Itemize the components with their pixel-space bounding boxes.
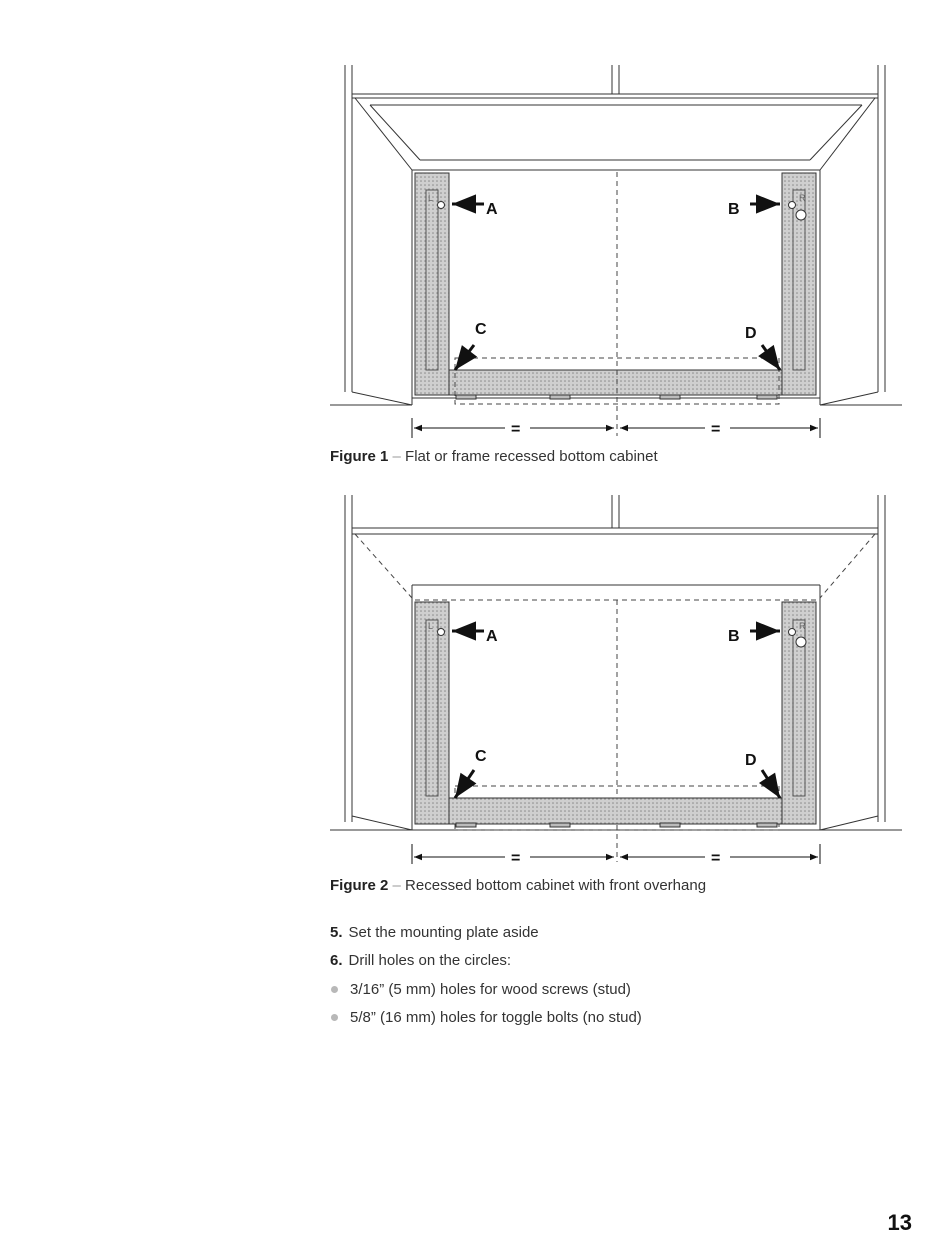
callout-a: A <box>486 201 498 218</box>
callout-c: C <box>475 321 487 338</box>
callout-d: D <box>745 325 757 342</box>
step-5-number: 5. <box>330 924 343 941</box>
plate-label-left-2: L <box>428 621 434 631</box>
bullet-toggle-bolts-text: 5/8” (16 mm) holes for toggle bolts (no stud) <box>350 1009 642 1026</box>
figure-1-caption-text: Flat or frame recessed bottom cabinet <box>405 448 658 465</box>
equal-right: = <box>711 421 721 438</box>
figure-2-caption <box>330 877 706 894</box>
figure-2-caption-text: Recessed bottom cabinet with front overhang <box>405 877 707 894</box>
plate-label-right-2: R <box>799 621 806 631</box>
callout-c-2: C <box>475 748 487 765</box>
bullet-toggle-bolts <box>330 1009 642 1026</box>
callout-b-2: B <box>728 628 740 645</box>
bullet-wood-screws-text: 3/16” (5 mm) holes for wood screws (stud) <box>350 981 631 998</box>
step-6 <box>330 952 511 969</box>
mounting-plate-2 <box>415 602 816 827</box>
step-5 <box>330 924 539 941</box>
plate-label-right: R <box>799 193 806 203</box>
dimension-line-2 <box>412 844 820 864</box>
figure-2-label: Figure 2 <box>330 877 389 894</box>
figure-2-separator: – <box>392 877 401 894</box>
step-5-text: Set the mounting plate aside <box>348 924 539 941</box>
figure-1-separator: – <box>392 448 401 465</box>
equal-right-2: = <box>711 850 721 867</box>
callout-d-2: D <box>745 752 757 769</box>
equal-left-2: = <box>511 850 521 867</box>
step-6-text: Drill holes on the circles: <box>348 952 512 969</box>
bullet-dot-icon <box>331 986 338 993</box>
plate-label-left: L <box>428 193 434 203</box>
figure-1-label: Figure 1 <box>330 448 389 465</box>
page-number: 13 <box>887 1210 912 1235</box>
bullet-dot-icon <box>331 1014 338 1021</box>
equal-left: = <box>511 421 521 438</box>
callout-arrows-2 <box>452 631 780 798</box>
callout-b: B <box>728 201 740 218</box>
callout-a-2: A <box>486 628 498 645</box>
step-6-number: 6. <box>330 952 343 969</box>
bullet-wood-screws <box>330 981 631 998</box>
